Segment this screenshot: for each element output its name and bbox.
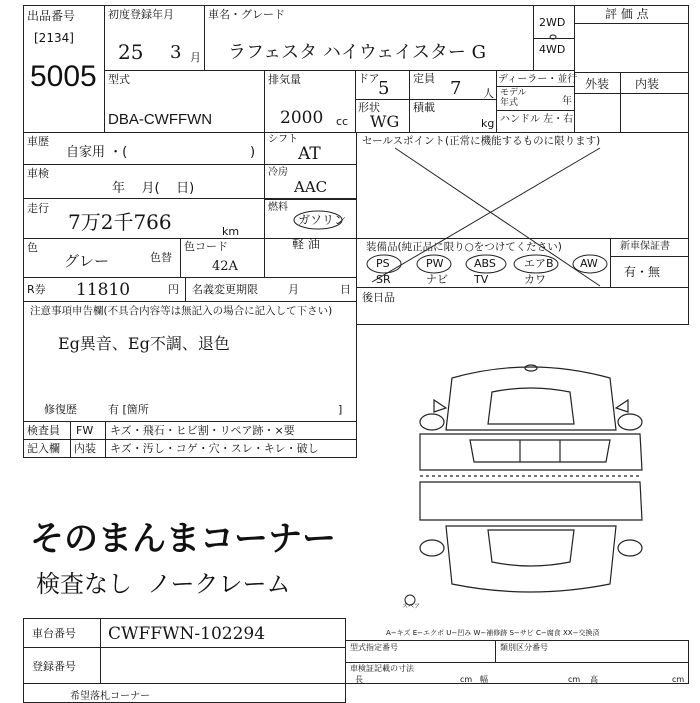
warranty-value: 有・無 [624, 265, 661, 279]
fuel-label: 燃料 [268, 202, 288, 213]
dealer-label: ディーラー・並行 [498, 74, 578, 85]
first-reg-year: 25 [118, 40, 144, 64]
model-grade-label: 車名・グレード [208, 8, 285, 21]
load-label: 積載 [413, 101, 435, 114]
interior-items: キズ・汚し・コゲ・穴・スレ・キレ・破し [110, 442, 319, 455]
notes-label: 注意事項申告欄(不具合内容等は無記入の場合に記入して下さい) [30, 305, 333, 317]
model-year-label: モデル 年式 [500, 88, 527, 108]
cc-unit: cc [336, 115, 349, 128]
fw-label: FW [76, 424, 94, 437]
recycle-value: 11810 [76, 280, 131, 300]
damage-legend: A−キズ E−エクボ U−凹み W−補修跡 S−サビ C−腐食 XX−交換済 [386, 629, 600, 637]
color-code-value: 42A [212, 259, 238, 274]
equipment-circle [417, 255, 451, 273]
model-grade: ラフェスタ ハイウェイスター G [228, 42, 487, 63]
month-unit: 月 [190, 51, 201, 64]
capacity-label: 定員 [413, 72, 435, 85]
color-tone-label: 色替 [150, 251, 172, 264]
shape-value: WG [370, 112, 400, 131]
type-value: DBA-CWFFWN [108, 111, 213, 128]
history-value: 自家用 ・( [66, 145, 128, 160]
day-label: 日 [340, 283, 351, 296]
seat-label: 後日品 [362, 291, 395, 304]
interior-label: 内装 [635, 77, 660, 91]
windshield [488, 388, 574, 424]
km-unit: km [222, 225, 240, 238]
cm-unit-1: cm [460, 675, 473, 684]
car-diagram [420, 365, 642, 592]
inspector-label: 検査員 [27, 424, 60, 437]
model-spec-label: 型式指定番号 [350, 643, 398, 652]
tire-label: スペア [402, 603, 421, 610]
tire-front-right [618, 414, 642, 430]
shape-label: 形状 [358, 101, 380, 114]
lot-number: 5005 [30, 60, 97, 93]
category-label: 類別区分番号 [500, 643, 548, 652]
inspection-value: 年 月( 日) [112, 181, 195, 196]
shift-value: AT [298, 144, 321, 164]
length-label: 長 [355, 675, 363, 684]
kg-unit: kg [481, 117, 495, 130]
inspection-label: 車検 [27, 167, 49, 180]
doors-label: ドア [358, 72, 380, 85]
fuel-circle [294, 211, 342, 229]
cm-unit-3: cm [672, 675, 685, 684]
entry-label: 記入欄 [27, 442, 60, 455]
month-label: 月 [288, 283, 299, 296]
history-close: ) [250, 145, 256, 160]
mirror-left [434, 400, 446, 412]
name-change-label: 名義変更期限 [192, 283, 258, 296]
type-label: 型式 [108, 73, 130, 86]
fw-items: キズ・飛石・ヒビ割・リペア跡・×要 [110, 424, 295, 437]
fuel-alt: 軽 油 [292, 237, 320, 251]
repair-value: 有 [箇所 [108, 403, 149, 416]
equipment-item: SR [376, 273, 391, 286]
height-label: 高 [590, 675, 598, 684]
equipment-item: PS [376, 257, 390, 270]
stamp-line-1: そのまんまコーナー [30, 519, 336, 559]
stamp-line-2: 検査なし ノークレーム [36, 570, 291, 598]
tire-front-left [420, 414, 444, 430]
history-label: 車歴 [27, 135, 49, 148]
drive-4wd: 4WD [539, 43, 566, 56]
reg-label: 登録番号 [32, 660, 76, 673]
equipment-item: カワ [524, 273, 546, 286]
aircon-label: 冷房 [268, 167, 288, 178]
first-reg-label: 初度登録年月 [108, 8, 174, 21]
first-reg-month: 3 [170, 42, 182, 63]
yen-unit: 円 [168, 283, 179, 296]
bottom-label: 希望落札コーナー [70, 691, 150, 702]
tire-rear-right [618, 540, 642, 556]
chassis-label: 車台番号 [32, 627, 76, 640]
fuel-value: ガソリン [298, 213, 347, 227]
sales-point-cross-a [395, 148, 600, 286]
equipment-circle [466, 255, 506, 273]
equipment-label: 装備品(純正品に限り○をつけてください) [366, 241, 562, 253]
warranty-label: 新車保証書 [620, 241, 670, 252]
doors-value: 5 [378, 78, 390, 99]
equipment-circle [514, 255, 558, 273]
repair-label: 修復歴 [44, 403, 77, 416]
person-unit: 人 [483, 87, 494, 100]
equipment-item: AW [580, 257, 598, 270]
side-windows [470, 440, 610, 462]
front-emblem [525, 365, 537, 371]
shift-label: シフト [268, 134, 298, 145]
equipment-item: TV [474, 273, 489, 286]
color-code-label: 色コード [184, 240, 228, 253]
equipment-circle [573, 255, 607, 273]
front-hood [446, 367, 616, 430]
sales-point-cross-b [372, 148, 600, 282]
mirror-right [616, 400, 628, 412]
lot-label: 出品番号 [27, 9, 76, 23]
interior-tag: 内装 [74, 442, 96, 455]
equipment-item: ABS [474, 257, 496, 270]
displacement-value: 2000 [280, 108, 324, 128]
equipment-item: ナビ [426, 273, 448, 286]
lot-code: [2134] [34, 31, 74, 45]
repair-close: ] [338, 403, 343, 416]
width-label: 幅 [480, 675, 488, 684]
tire-rear-left [420, 540, 444, 556]
equipment-item: エアB [524, 257, 554, 270]
drive-mark [550, 35, 556, 39]
mileage-value: 7万2千766 [68, 210, 172, 234]
equipment-item: PW [426, 257, 444, 270]
notes-handwritten: Eg異音、Eg不調、退色 [58, 334, 230, 353]
equipment-circle [367, 255, 401, 273]
color-value: グレー [64, 252, 110, 270]
rear-window [488, 530, 574, 566]
drive-2wd: 2WD [539, 16, 566, 29]
aircon-value: AAC [294, 178, 328, 196]
chassis-value: CWFFWN-102294 [108, 624, 266, 644]
year-unit: 年 [562, 96, 572, 107]
rear-view [446, 526, 616, 592]
body-mount-label: 車検証記載の寸法 [350, 664, 414, 673]
score-label: 評 価 点 [605, 7, 649, 21]
displacement-label: 排気量 [268, 73, 301, 86]
handle-label: ハンドル 左・右 [500, 114, 574, 125]
lower-body [420, 482, 642, 520]
color-label: 色 [27, 241, 38, 254]
cm-unit-2: cm [568, 675, 581, 684]
sales-point-label: セールスポイント(正常に機能するものに限ります) [362, 135, 601, 147]
recycle-label: R券 [27, 283, 46, 296]
exterior-label: 外装 [585, 77, 610, 91]
capacity-value: 7 [450, 78, 462, 99]
mileage-label: 走行 [27, 202, 49, 215]
